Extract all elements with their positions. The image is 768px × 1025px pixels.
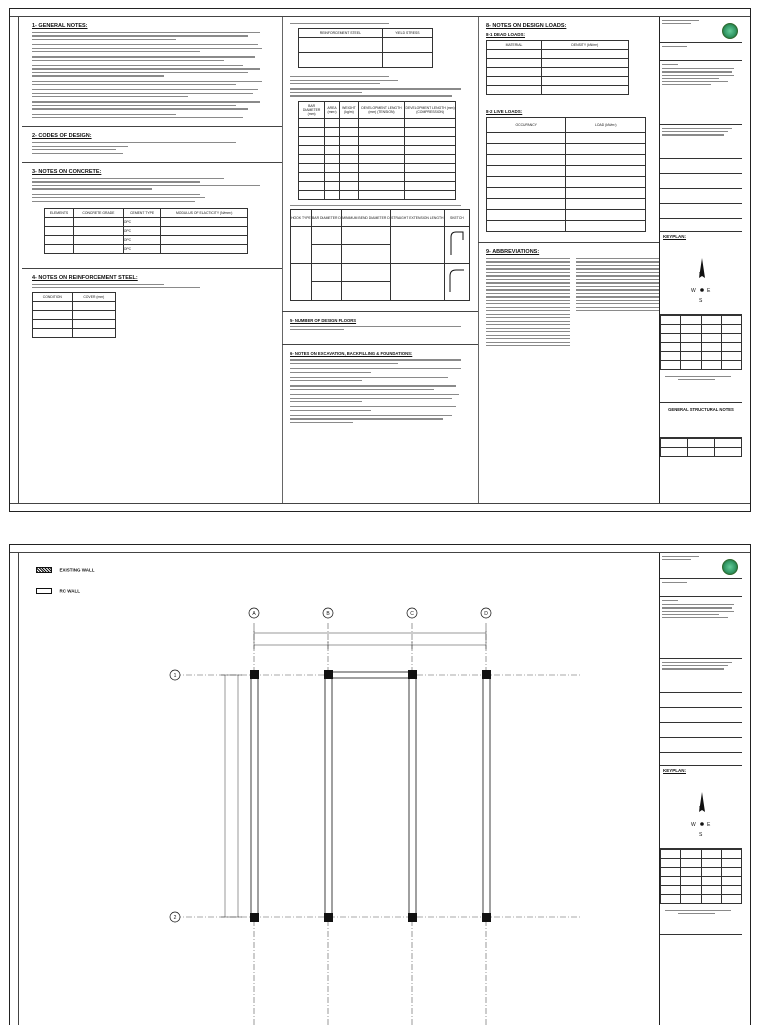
table-header-cell: CEMENT TYPE [123,208,161,217]
table-header-cell: SKETCH [444,209,469,226]
table-row [299,190,456,199]
table-header-cell: DENSITY (kN/m³) [542,41,629,50]
live-loads-table [486,117,646,232]
table-cell: OPC [123,217,161,226]
live-loads-heading: 8-2 LIVE LOADS: [486,109,523,114]
sheet-border-left [10,552,19,1025]
table-header-cell: MODULUS OF ELACTICITY (N/mm²) [161,208,248,217]
general-notes-text [32,32,272,118]
company-box [660,20,742,43]
table-row [487,144,646,155]
table-header-cell: DEVELOPMENT LENGTH (mm) (COMPRESSION) [404,101,456,118]
table-header-cell: HOOK TYPE [291,209,312,226]
codes-of-design-heading: 2- CODES OF DESIGN: [32,133,92,140]
revision-table [660,849,742,904]
table-cell [45,226,74,235]
excavation-notes-text [290,359,470,423]
table-header-cell: BAR DIAMETER D [311,209,341,226]
project-box [660,376,742,403]
table-header-cell: AREA (mm²) [325,101,340,118]
table-row [299,136,456,145]
grid-label-1: 1 [173,673,177,679]
table-row [487,68,629,77]
dead-loads-heading: 8-1 DEAD LOADS: [486,32,526,37]
bar-notes-text [290,76,470,96]
table-row [487,188,646,199]
general-notes-heading: 1- GENERAL NOTES: [32,23,88,29]
east-letter: E [707,822,711,828]
table-row [33,311,116,320]
table-row [299,163,456,172]
table-row [487,177,646,188]
company-logo [722,23,738,39]
concrete-notes-text [32,178,272,202]
table-cell [45,217,74,226]
north-arrow-icon [693,790,711,838]
east-letter: E [707,288,711,294]
keyplan-box [660,234,742,315]
north-arrow-icon [693,256,711,304]
table-cell [161,226,248,235]
excavation-notes-heading: 6- NOTES ON EXCAVATION, BACKFILLING & FOUNDATIONS: [290,351,413,357]
table-header-row [291,209,470,226]
grid-label-a: A [252,611,256,617]
table-header-cell: MATERIAL [487,41,542,50]
table-header-cell: BAR DIAMETER (mm) [299,101,325,118]
copyright-note [660,600,742,659]
sheet-border-top [10,545,750,553]
table-header-row [299,29,433,38]
grid-label-2: 2 [173,915,177,921]
table-row [299,172,456,181]
revision-table [660,315,742,370]
table-row [299,127,456,136]
table-row [487,221,646,232]
concrete-cover-table [32,292,116,338]
grid-label-c: C [410,611,414,617]
legend-label: EXISTING WALL [59,567,95,573]
sheet-border-bottom [10,503,750,511]
table-header-row [45,208,248,217]
table-row [487,166,646,177]
title-block [659,17,742,503]
notes-column-2 [282,17,479,503]
design-floors-text [290,326,470,331]
table-row [487,155,646,166]
table-cell [161,244,248,253]
copyright-note [660,64,742,125]
table-row [291,226,470,245]
sheet-border-top [10,9,750,17]
dead-loads-table [486,40,629,95]
north-letter: N [699,806,703,812]
hook-sketch-icon [445,229,469,259]
company-logo [722,559,738,575]
hook-details-intro [290,205,461,206]
south-letter: S [699,298,703,304]
sheet-border-right [741,16,750,504]
table-cell [74,244,124,253]
keyplan-label: KEYPLAN: [663,234,687,239]
table-header-cell: REINFORCEMENT STEEL [299,29,383,38]
table-header-cell: STRAIGHT EXTENSION LENGTH [390,209,444,226]
notes-column-3 [478,17,669,503]
table-header-cell: DEVELOPMENT LENGTH (mm) (TENSION) [359,101,405,118]
table-header-cell: CONCRETE GRADE [74,208,124,217]
legend-label: RC WALL [59,588,80,594]
notes-column-1 [22,17,283,503]
table-row [45,226,248,235]
table-header-cell: MINIMUM BEND DIAMETER D [342,209,391,226]
grid-label-d: D [484,611,488,617]
table-row [45,217,248,226]
table-row [487,77,629,86]
sheet-border-left [10,16,19,504]
abbreviations-heading: 9- ABBREVIATIONS: [486,249,540,255]
table-row [299,38,433,53]
table-cell [45,244,74,253]
table-row [487,210,646,221]
table-row [299,154,456,163]
abbreviations-list [486,258,660,349]
table-cell [74,235,124,244]
table-header-row [33,293,116,302]
drawing-title-box [660,403,742,438]
table-header-row [487,41,629,50]
yield-stress-table [298,28,433,68]
table-row [45,235,248,244]
table-row [487,59,629,68]
table-row [299,118,456,127]
wall-plan-drawing [20,555,660,1025]
reinforcement-notes-heading: 4- NOTES ON REINFORCEMENT STEEL: [32,274,138,281]
table-row [299,181,456,190]
table-row [291,263,470,282]
hook-sketch-icon [445,266,469,296]
general-notes-sheet [9,8,751,512]
codes-of-design-text [32,142,272,154]
table-header-row [487,118,646,133]
table-row [487,133,646,144]
concrete-notes-heading: 3- NOTES ON CONCRETE: [32,168,102,175]
table-row [487,86,629,95]
south-letter: S [699,832,703,838]
drawing-title: GENERAL STRUCTURAL NOTES [668,407,734,412]
project-box [660,910,742,935]
table-row [299,145,456,154]
table-header-cell: YIELD STRESS [382,29,432,38]
keyplan-box [660,768,742,849]
title-block [659,553,742,1025]
table-cell: OPC [123,226,161,235]
reinforcement-notes-text [32,284,272,289]
rc-wall [251,672,490,920]
table-header-cell: OCCUPANCY [487,118,566,133]
table-cell: OPC [123,244,161,253]
table-row [487,50,629,59]
table-header-cell: LOAD (kN/m²) [566,118,646,133]
table-cell [45,235,74,244]
design-floors-heading: 5- NUMBER OF DESIGN FLOORS [290,317,357,323]
design-loads-heading: 8- NOTES ON DESIGN LOADS: [486,23,567,29]
wall-plan-sheet [9,544,751,1025]
west-letter: W [691,822,696,828]
table-header-row [299,101,456,118]
table-header-cell: ELEMENTS [45,208,74,217]
table-header-cell: CONDITION [33,293,73,302]
table-cell [74,217,124,226]
table-row [299,53,433,68]
keyplan-label: KEYPLAN: [663,768,687,773]
table-cell [161,235,248,244]
table-cell [161,217,248,226]
company-box [660,556,742,579]
table-row [33,320,116,329]
table-cell [74,226,124,235]
hook-details-table [290,209,470,301]
table-row [45,244,248,253]
concrete-grade-table [44,208,248,254]
table-row [33,302,116,311]
table-row [33,329,116,338]
table-row [487,199,646,210]
west-letter: W [691,288,696,294]
yield-stress-intro [290,23,389,24]
grid-label-b: B [326,611,330,617]
table-header-cell: WEIGHT (kg/m) [339,101,358,118]
development-length-table [298,101,456,200]
north-letter: N [699,272,703,278]
table-header-cell: COVER (mm) [72,293,115,302]
sheet-border-right [741,552,750,1025]
table-cell: OPC [123,235,161,244]
